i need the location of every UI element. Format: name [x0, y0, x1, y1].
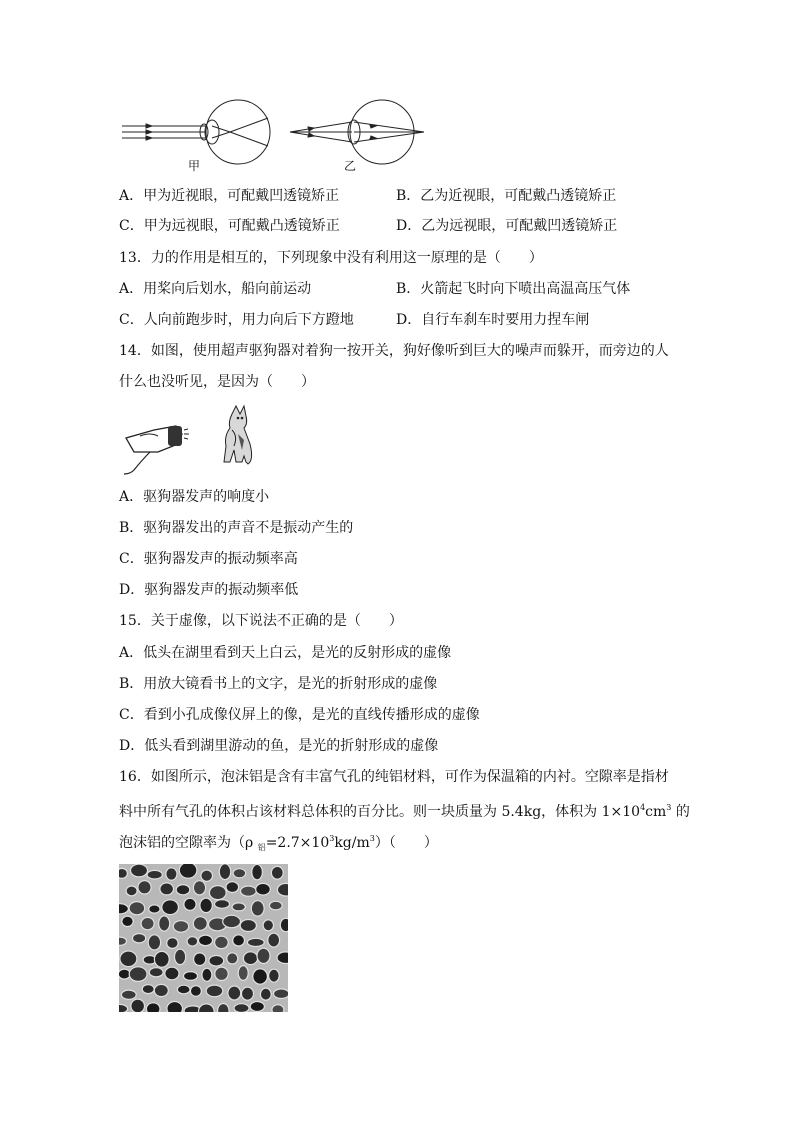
- q16-line2-text-c: 的: [671, 804, 690, 820]
- foam-pore: [250, 1002, 264, 1012]
- foam-pore: [119, 904, 128, 914]
- q16-line3-exponent-2: 3: [369, 834, 375, 843]
- q16-line2-exponent-2: 3: [666, 803, 672, 812]
- foam-pore: [119, 937, 127, 945]
- q15-option-b[interactable]: B．用放大镜看书上的文字，是光的折射形成的虚像: [119, 676, 438, 692]
- figure-label-jia: 甲: [188, 159, 201, 173]
- foam-pore: [119, 868, 127, 878]
- foam-pore: [272, 1005, 284, 1012]
- q15-option-d[interactable]: D．低头看到湖里游动的鱼，是光的折射形成的虚像: [119, 738, 439, 754]
- foam-pore: [234, 1004, 249, 1012]
- dog-illustration: [224, 406, 252, 464]
- q16-line3-text-d: ）（ ）: [374, 835, 438, 851]
- foam-pore: [149, 968, 163, 977]
- foam-pore: [154, 951, 169, 967]
- foam-pore: [167, 1002, 183, 1013]
- q16-line3-text-a: 泡沫铝的空隙率为（ρ: [119, 835, 258, 851]
- foam-pore: [218, 1004, 229, 1013]
- foam-pore: [184, 972, 198, 981]
- foam-pore: [232, 903, 245, 911]
- foam-pore: [176, 885, 190, 895]
- q15-option-c[interactable]: C．看到小孔成像仪屏上的像，是光的直线传播形成的虚像: [119, 707, 480, 723]
- foam-pore: [247, 938, 264, 946]
- foam-pore: [215, 900, 230, 909]
- foam-pore: [184, 898, 196, 910]
- figure-label-yi: 乙: [344, 159, 357, 173]
- q13-options-row-2: [119, 310, 590, 330]
- foam-pore: [277, 952, 288, 964]
- foam-pore: [149, 905, 160, 913]
- foam-pore: [131, 864, 148, 877]
- q13-stem: 13．力的作用是相互的，下列现象中没有利用这一原理的是（ ）: [119, 250, 543, 266]
- q16-line3-text-b: =2.7×10: [265, 835, 330, 851]
- eye-diagram-yi: [290, 100, 424, 164]
- q16-line3-subscript: 铝: [257, 843, 266, 852]
- foam-pore: [175, 949, 186, 964]
- foam-pore: [233, 935, 245, 946]
- q16-stem-line-3: [119, 829, 438, 858]
- foam-pore: [141, 917, 154, 929]
- foam-pore: [227, 953, 238, 964]
- foam-pore: [274, 989, 289, 999]
- foam-pore: [142, 985, 154, 994]
- foam-pore: [223, 915, 241, 927]
- foam-pore: [166, 868, 177, 880]
- foam-pore: [226, 882, 239, 893]
- foam-pore: [200, 898, 212, 912]
- foam-pore: [269, 969, 280, 982]
- foam-pore: [257, 948, 270, 963]
- foam-pore: [160, 883, 174, 895]
- eye-diagrams-figure: [118, 98, 430, 174]
- foam-pore: [133, 934, 146, 943]
- q13-options-row-1: [119, 279, 631, 299]
- q13-option-d[interactable]: D．自行车刹车时要用力捏车闸: [396, 312, 590, 328]
- foam-pore: [177, 985, 190, 994]
- q12-option-b[interactable]: B．乙为近视眼，可配戴凸透镜矫正: [396, 188, 617, 204]
- foam-pore: [129, 967, 147, 982]
- foam-pore: [277, 883, 288, 896]
- q16-line3-text-c: kg/m: [334, 835, 370, 851]
- foam-pore: [138, 881, 151, 894]
- foam-pore: [201, 870, 213, 881]
- foam-pore: [243, 952, 257, 965]
- foam-pore: [252, 864, 263, 879]
- foam-pore: [167, 938, 178, 949]
- q12-option-d[interactable]: D．乙为远视眼，可配戴凹透镜矫正: [396, 218, 618, 234]
- foam-pore: [147, 870, 162, 879]
- q14-option-c[interactable]: C．驱狗器发声的振动频率高: [119, 551, 298, 567]
- q12-option-a[interactable]: A．甲为近视眼，可配戴凹透镜矫正: [119, 188, 340, 204]
- dog-repeller-figure: [120, 400, 260, 478]
- q12-options-row-1: [119, 186, 617, 206]
- q16-line2-exponent-1: 4: [640, 803, 646, 812]
- q14-stem-line-2: 什么也没听见，是因为（ ）: [119, 374, 315, 390]
- q13-option-c[interactable]: C．人向前跑步时，用力向后下方蹬地: [119, 312, 354, 328]
- q14-option-d[interactable]: D．驱狗器发声的振动频率低: [119, 582, 299, 598]
- foam-pore: [165, 967, 179, 980]
- foam-pore: [215, 967, 228, 980]
- foam-pore: [154, 984, 168, 996]
- q16-line3-exponent-1: 3: [329, 834, 335, 843]
- foam-pore: [271, 866, 283, 879]
- foam-pore: [146, 1003, 160, 1012]
- foam-pore: [238, 966, 248, 981]
- foam-pore: [260, 988, 271, 1000]
- q16-line2-text-a: 料中所有气孔的体积占该材料总体积的百分比。则一块质量为 5.4kg，体积为 1×10: [119, 804, 641, 820]
- q14-option-b[interactable]: B．驱狗器发出的声音不是振动产生的: [119, 520, 354, 536]
- foam-pore: [251, 901, 264, 916]
- foam-pore: [131, 999, 145, 1012]
- foam-pore: [162, 900, 179, 915]
- foam-pore: [122, 916, 133, 926]
- foam-pore: [209, 956, 224, 967]
- q12-option-c[interactable]: C．甲为远视眼，可配戴凸透镜矫正: [119, 218, 340, 234]
- foam-pore: [148, 935, 160, 950]
- q14-option-a[interactable]: A．驱狗器发声的响度小: [119, 489, 270, 505]
- foam-pore: [129, 902, 145, 915]
- foam-pore: [199, 935, 213, 946]
- foam-pore: [194, 953, 206, 966]
- foam-pore: [193, 881, 205, 895]
- foam-pore: [280, 918, 288, 931]
- q13-option-a[interactable]: A．用桨向后划水，船向前运动: [119, 281, 312, 297]
- aluminum-foam-photo: [119, 864, 288, 1012]
- ultrasonic-repeller-hand-illustration: [124, 426, 189, 474]
- foam-pore: [228, 986, 241, 1000]
- q15-option-a[interactable]: A．低头在湖里看到天上白云，是光的反射形成的虚像: [119, 645, 452, 661]
- foam-pore: [179, 864, 197, 878]
- q16-line2-text-b: cm: [645, 804, 667, 820]
- foam-pore: [263, 920, 273, 931]
- foam-pore: [173, 921, 188, 933]
- foam-pore: [202, 968, 212, 981]
- foam-pore: [268, 933, 280, 947]
- eye-diagram-jia: [122, 100, 270, 164]
- q12-options-row-2: [119, 216, 618, 236]
- q15-stem: 15．关于虚像，以下说法不正确的是（ ）: [119, 613, 403, 629]
- foam-pore: [233, 869, 246, 878]
- foam-pore: [120, 951, 137, 967]
- foam-pore: [219, 864, 230, 880]
- foam-pore: [269, 901, 282, 910]
- foam-pore: [242, 987, 254, 1000]
- q16-stem-line-1: 16．如图所示，泡沫铝是含有丰富气孔的纯铝材料，可作为保温箱的内衬。空隙率是指材: [119, 769, 669, 785]
- q16-stem-line-2: [119, 798, 690, 822]
- foam-pore: [240, 920, 256, 932]
- foam-pore: [159, 916, 170, 931]
- q14-stem-line-1: 14．如图，使用超声驱狗器对着狗一按开关，狗好像听到巨大的噪声而躲开，而旁边的人: [119, 343, 669, 359]
- foam-pore: [193, 917, 207, 931]
- foam-pore: [241, 886, 257, 896]
- foam-pore: [187, 937, 198, 946]
- foam-pore: [190, 986, 201, 997]
- foam-pore: [256, 883, 271, 895]
- foam-pore: [209, 886, 226, 900]
- foam-pore: [253, 969, 268, 984]
- foam-pore: [215, 936, 229, 948]
- foam-pore: [121, 990, 136, 999]
- q13-option-b[interactable]: B．火箭起飞时向下喷出高温高压气体: [396, 281, 631, 297]
- foam-pore: [206, 985, 223, 997]
- foam-pore: [126, 886, 137, 896]
